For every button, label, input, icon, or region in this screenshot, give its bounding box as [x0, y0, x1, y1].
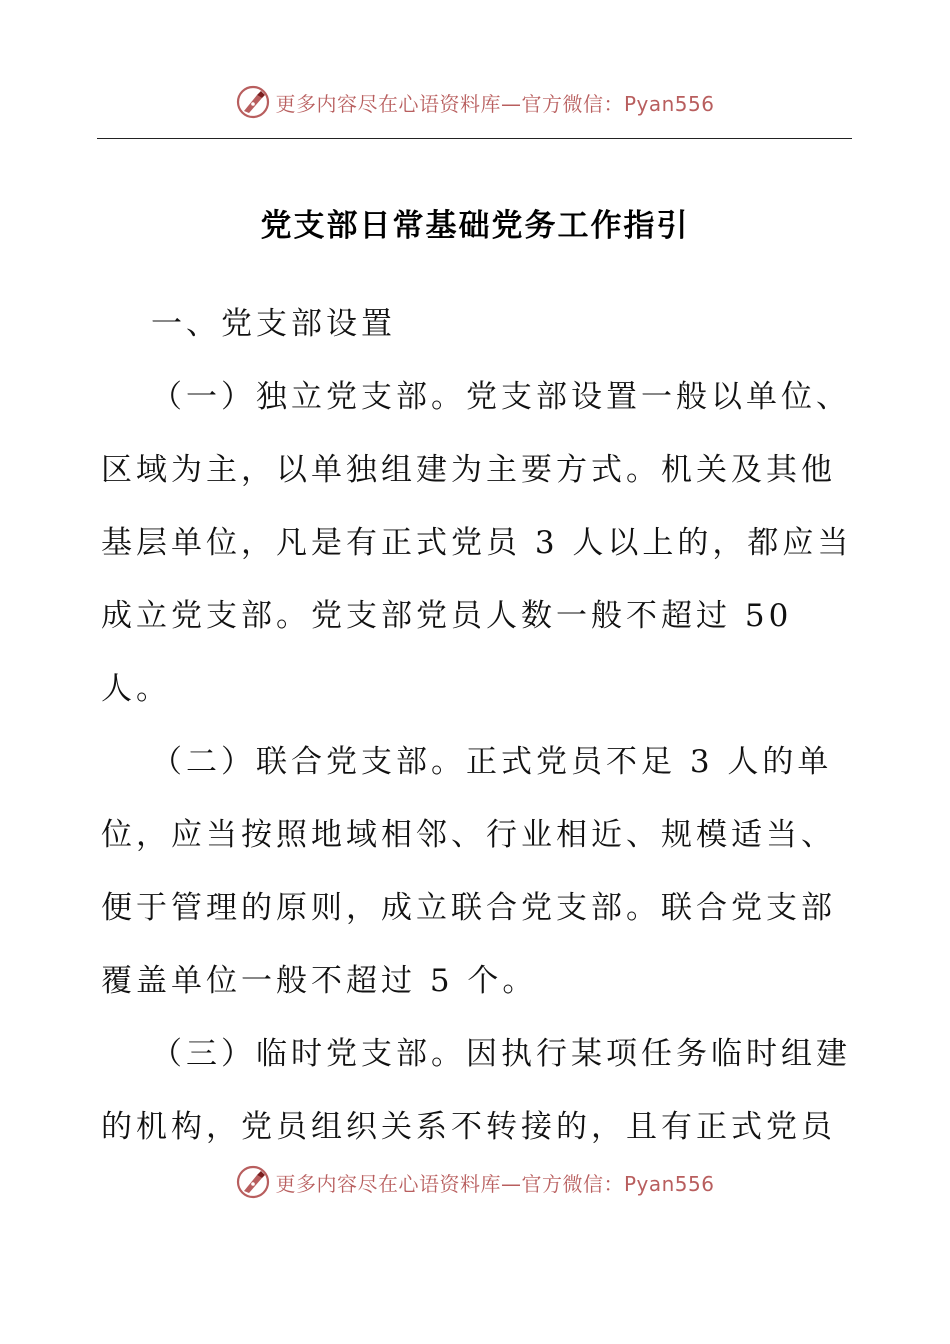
- banner-text: 更多内容尽在心语资料库—官方微信：Pyan556: [275, 91, 715, 116]
- footer-banner: [0, 1162, 950, 1202]
- paragraph-temporary-branch: （三）临时党支部。因执行某项任务临时组建的机构，党员组织关系不转接的，且有正式党员: [101, 1036, 851, 1145]
- header-banner: [0, 82, 950, 122]
- banner-text: 更多内容尽在心语资料库—官方微信：Pyan556: [275, 1171, 715, 1196]
- paragraph-independent-branch: （一）独立党支部。党支部设置一般以单位、区域为主，以单独组建为主要方式。机关及其他基层单位，凡是有正式党员 3 人以上的，都应当成立党支部。党支部党员人数一般不超过 50 人。: [101, 379, 853, 707]
- document-title: 党支部日常基础党务工作指引: [260, 208, 690, 244]
- section-heading: 一、党支部设置: [151, 306, 396, 342]
- paragraph-joint-branch: （二）联合党支部。正式党员不足 3 人的单位，应当按照地域相邻、行业相近、规模适当、便于管理的原则，成立联合党支部。联合党支部覆盖单位一般不超过 5 个。: [101, 744, 836, 999]
- document-body: [101, 288, 861, 1164]
- header-divider: [97, 138, 852, 139]
- pen-nib-icon: [235, 84, 271, 120]
- pen-nib-icon: [235, 1164, 271, 1200]
